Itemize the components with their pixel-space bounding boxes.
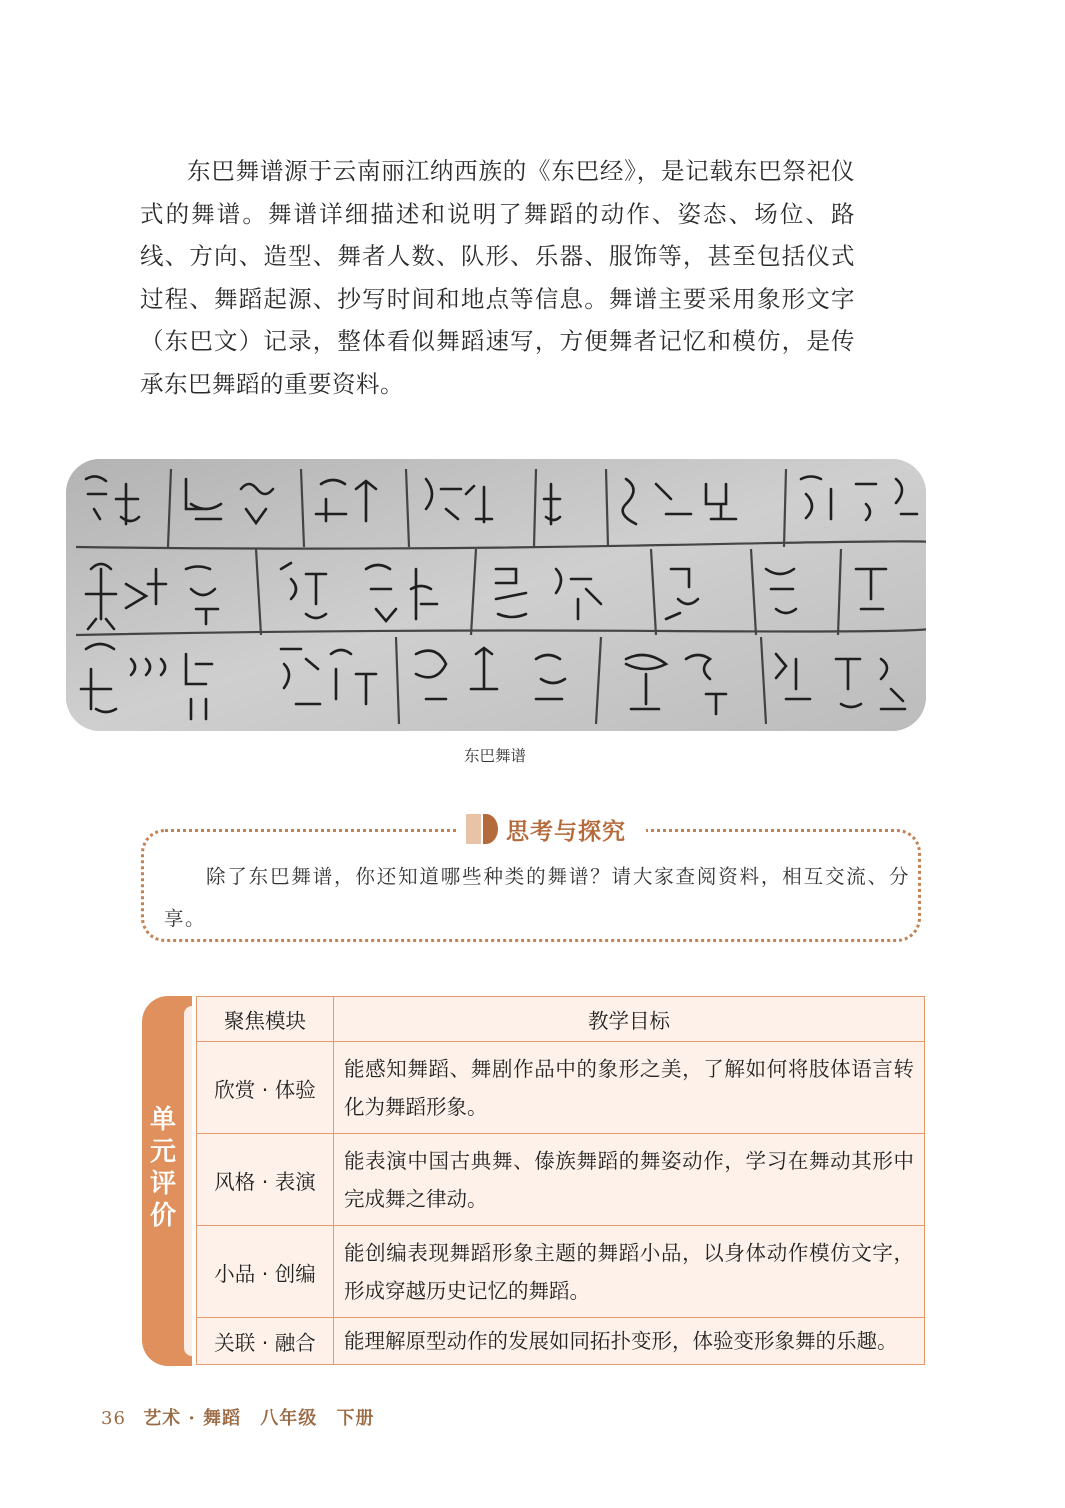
row-goal: 能感知舞蹈、舞剧作品中的象形之美，了解如何将肢体语言转化为舞蹈形象。 — [334, 1042, 925, 1134]
row-module: 欣赏 · 体验 — [197, 1042, 334, 1134]
row-module: 小品 · 创编 — [197, 1226, 334, 1318]
table-row — [197, 1042, 925, 1134]
row-goal: 能表演中国古典舞、傣族舞蹈的舞姿动作，学习在舞动其形中完成舞之律动。 — [334, 1134, 925, 1226]
table-row — [197, 1318, 925, 1365]
row-goal: 能创编表现舞蹈形象主题的舞蹈小品，以身体动作模仿文字，形成穿越历史记忆的舞蹈。 — [334, 1226, 925, 1318]
row-goal: 能理解原型动作的发展如同拓扑变形，体验变形象舞的乐趣。 — [334, 1318, 925, 1365]
header-module: 聚焦模块 — [197, 997, 334, 1042]
figure-caption: 东巴舞谱 — [463, 747, 526, 765]
unit-eval-tab-notch — [184, 1006, 192, 1356]
table-row — [197, 1226, 925, 1318]
unit-eval-label-char: 评 — [149, 1169, 176, 1199]
volume-label: 下册 — [336, 1408, 375, 1429]
header-goal: 教学目标 — [334, 997, 925, 1042]
table-row — [197, 1134, 925, 1226]
row-module: 风格 · 表演 — [197, 1134, 334, 1226]
think-explore-title: 思考与探究 — [506, 818, 626, 845]
think-explore-icon — [466, 814, 498, 844]
unit-eval-label-char: 价 — [149, 1201, 176, 1231]
page-number: 36 — [101, 1408, 126, 1429]
grade-label: 八年级 — [260, 1408, 318, 1429]
dongba-manuscript-image — [66, 459, 926, 731]
unit-eval-label-char: 元 — [149, 1137, 176, 1167]
unit-eval-table — [196, 996, 925, 1365]
unit-eval-label — [142, 1104, 184, 1232]
table-header-row — [197, 997, 925, 1042]
book-title: 艺术 · 舞蹈 — [143, 1408, 241, 1429]
unit-eval-label-char: 单 — [149, 1105, 176, 1135]
page-footer — [101, 1404, 375, 1430]
unit-eval-tab — [142, 996, 192, 1366]
think-explore-header — [458, 812, 646, 846]
row-module: 关联 · 融合 — [197, 1318, 334, 1365]
body-paragraph: 东巴舞谱源于云南丽江纳西族的《东巴经》，是记载东巴祭祀仪式的舞谱。舞谱详细描述和说明了舞蹈的动作、姿态、场位、路线、方向、造型、舞者人数、队形、乐器、服饰等，甚至包括仪式过程、舞蹈起源、抄写时间和地点等信息。舞谱主要采用象形文字（东巴文）记录，整体看似舞蹈速写，方便舞者记忆和模仿，是传承东巴舞蹈的重要资料。 — [140, 157, 855, 398]
think-explore-text: 除了东巴舞谱，你还知道哪些种类的舞谱？请大家查阅资料，相互交流、分享。 — [164, 865, 910, 930]
